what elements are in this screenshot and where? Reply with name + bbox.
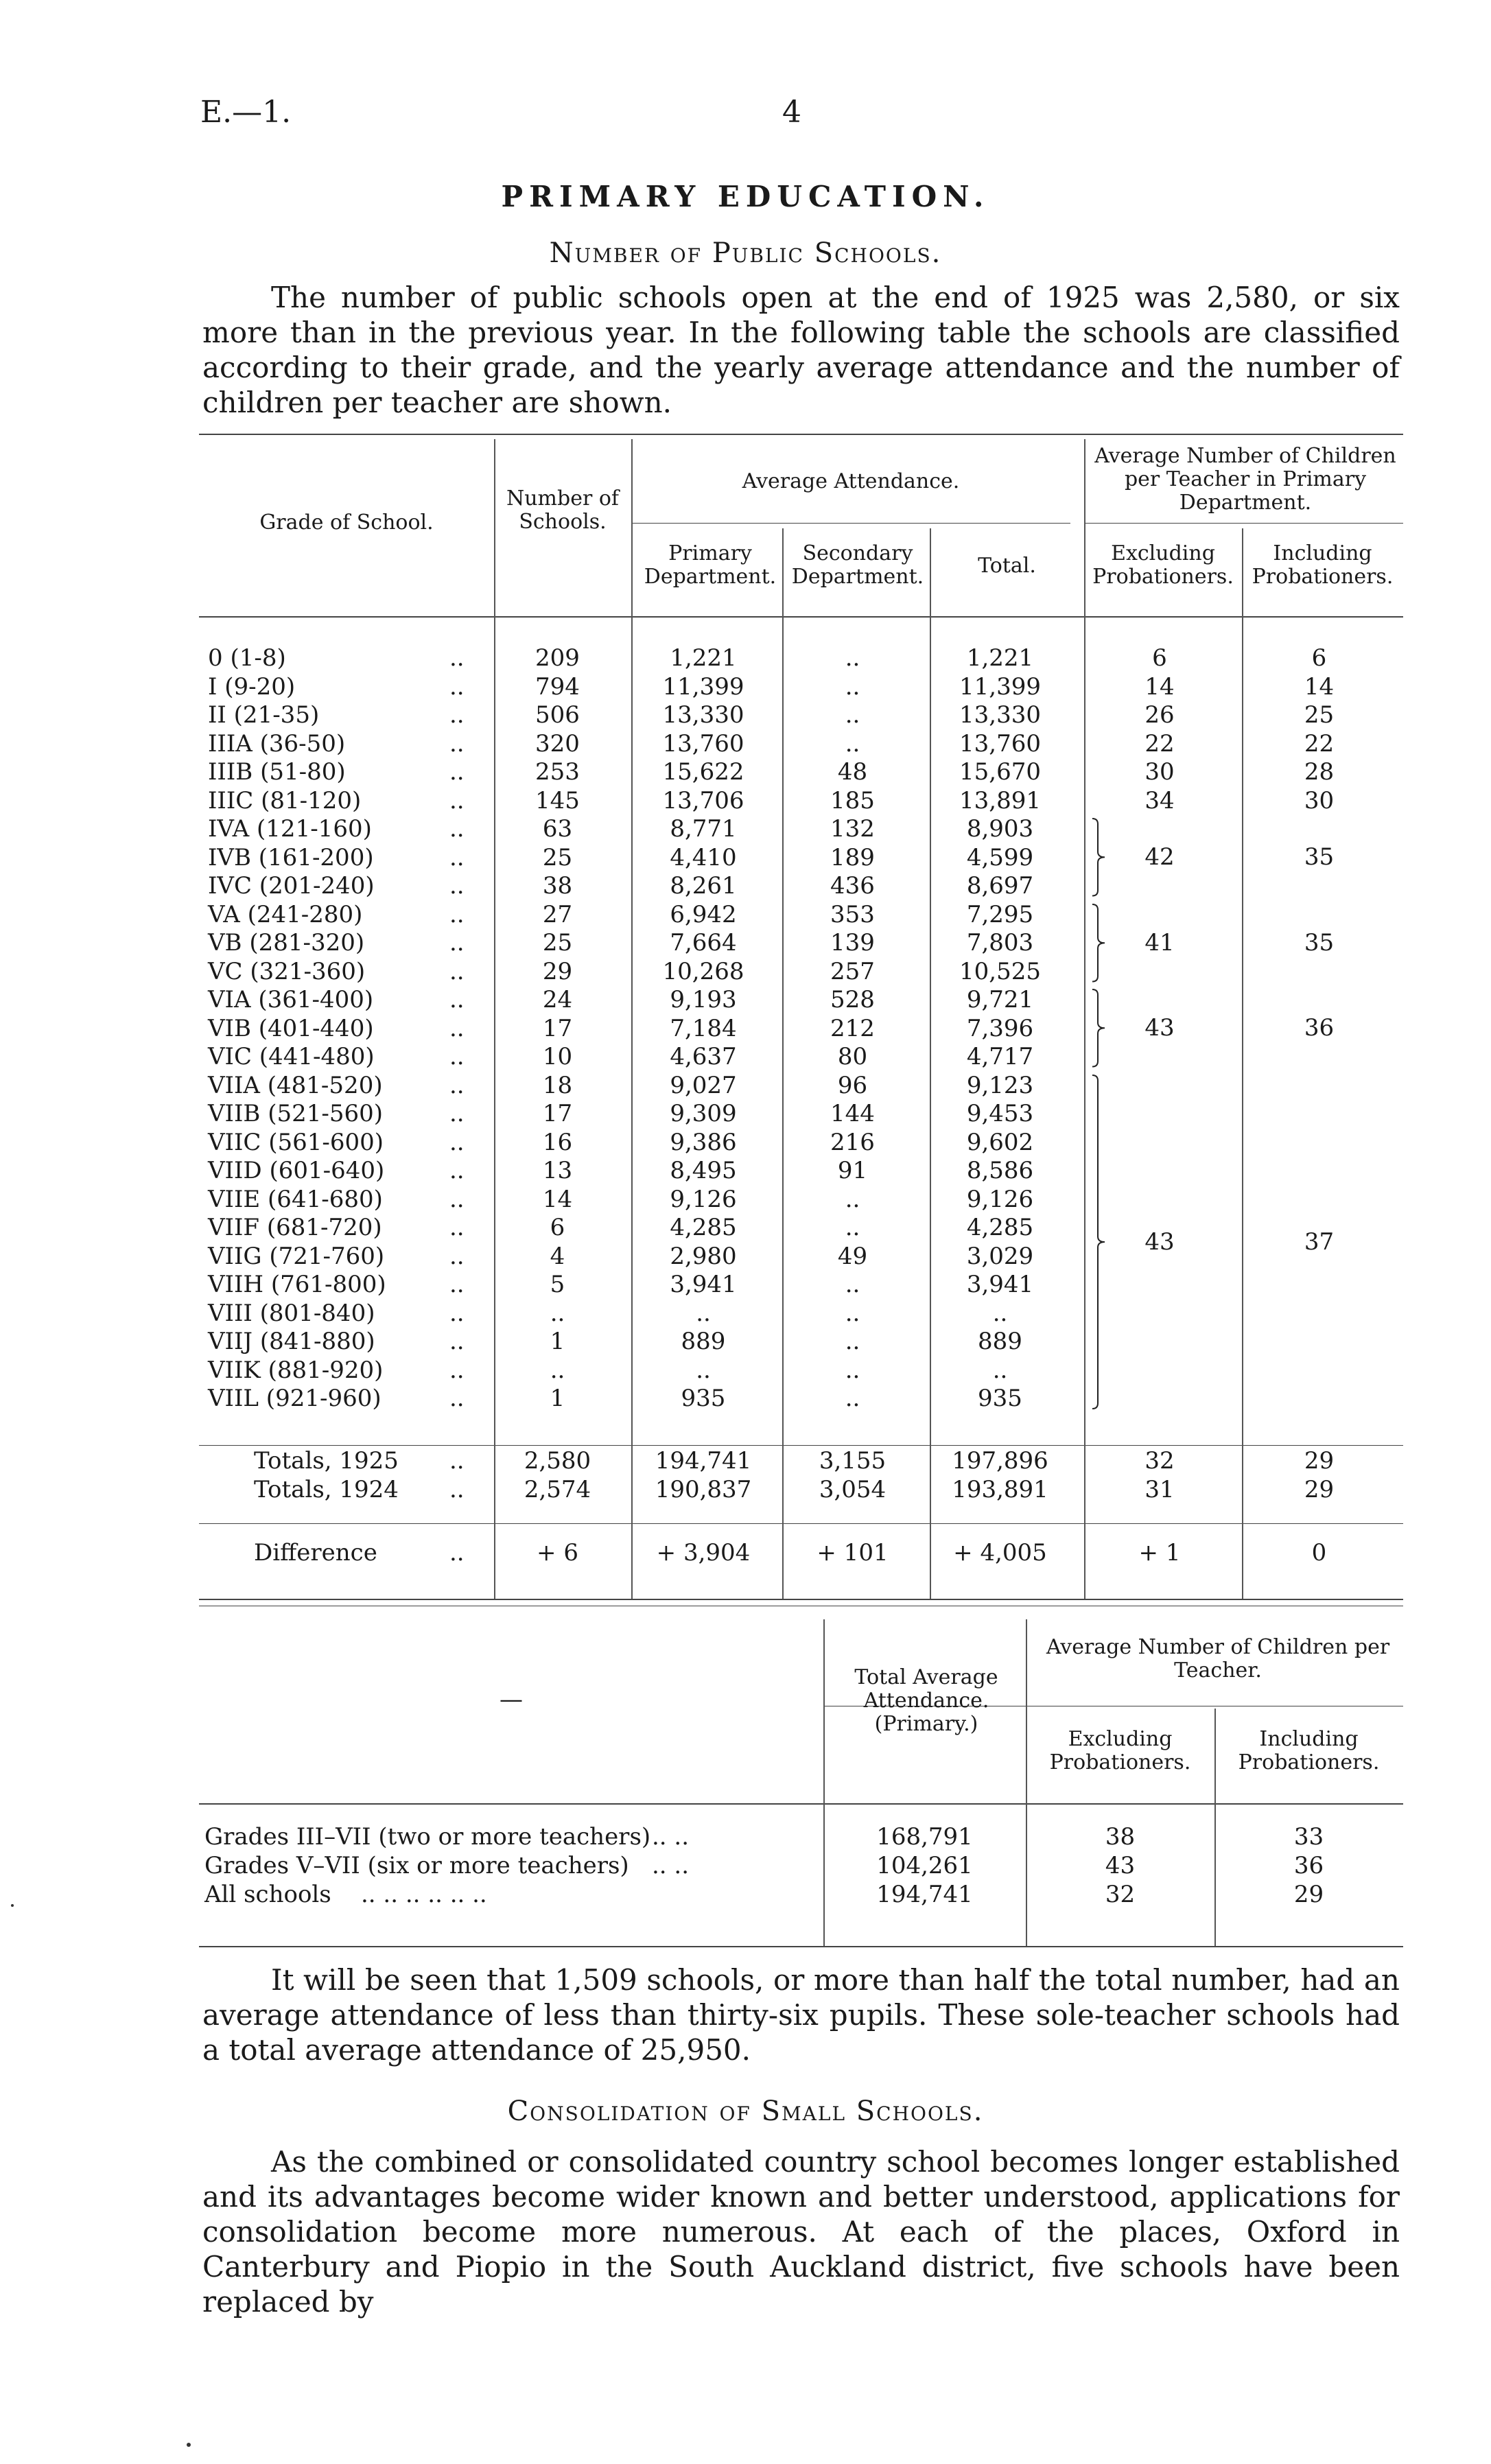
grouping-brace bbox=[1090, 988, 1117, 1068]
totals-1925-primary: 194,741 bbox=[655, 1447, 752, 1475]
excluding-cell: 26 bbox=[1144, 701, 1175, 729]
totals-1924-label: Totals, 1924 bbox=[254, 1476, 399, 1503]
secondary-cell: 49 bbox=[837, 1243, 868, 1270]
secondary-cell: 139 bbox=[830, 929, 875, 957]
grade-label: VIIG (721-760) bbox=[208, 1243, 385, 1270]
leader-dots: .. bbox=[449, 1015, 465, 1042]
schools-cell: 253 bbox=[535, 758, 580, 786]
primary-cell: 9,386 bbox=[670, 1129, 737, 1156]
secondary-cell: 185 bbox=[830, 787, 875, 814]
primary-cell: 4,410 bbox=[670, 844, 737, 871]
secondary-cell: 216 bbox=[830, 1129, 875, 1156]
schools-cell: 25 bbox=[542, 929, 573, 957]
grade-label: VIIB (521-560) bbox=[208, 1100, 384, 1127]
grade-label: VIIH (761-800) bbox=[208, 1271, 386, 1298]
schools-cell: 10 bbox=[542, 1043, 573, 1070]
total-cell: 15,670 bbox=[959, 758, 1041, 786]
totals-1924-secondary: 3,054 bbox=[819, 1476, 887, 1503]
primary-cell: 15,622 bbox=[662, 758, 744, 786]
primary-cell: 9,309 bbox=[670, 1100, 737, 1127]
secondary-cell: 132 bbox=[830, 815, 875, 843]
difference-secondary: + 101 bbox=[817, 1539, 889, 1567]
leader-dots: .. bbox=[449, 1243, 465, 1270]
margin-mark bbox=[11, 1904, 14, 1907]
schools-cell: .. bbox=[550, 1357, 565, 1384]
difference-total: + 4,005 bbox=[953, 1539, 1047, 1567]
header-bottom-rule bbox=[199, 616, 1403, 618]
grade-label: IIIB (51-80) bbox=[208, 758, 346, 786]
summary-row-label: All schools bbox=[204, 1881, 331, 1908]
secondary-cell: 257 bbox=[830, 958, 875, 985]
grouping-brace bbox=[1090, 817, 1117, 897]
grade-label: IVA (121-160) bbox=[208, 815, 372, 843]
grade-label: VIB (401-440) bbox=[208, 1015, 374, 1042]
header-excluding-probationers: Excluding Probationers. bbox=[1092, 541, 1234, 589]
schools-cell: 145 bbox=[535, 787, 580, 814]
difference-primary: + 3,904 bbox=[656, 1539, 751, 1567]
secondary-cell: 528 bbox=[830, 986, 875, 1013]
summary-header-excluding: Excluding Probationers. bbox=[1049, 1727, 1191, 1774]
primary-cell: 935 bbox=[681, 1385, 726, 1412]
including-cell: 6 bbox=[1311, 644, 1327, 672]
secondary-cell: .. bbox=[845, 644, 860, 672]
excluding-cell: 14 bbox=[1144, 673, 1175, 701]
total-cell: 13,891 bbox=[959, 787, 1041, 814]
including-cell: 35 bbox=[1304, 843, 1335, 871]
leader-dots: .. bbox=[449, 1214, 465, 1241]
secondary-cell: 144 bbox=[830, 1100, 875, 1127]
primary-cell: 7,184 bbox=[670, 1015, 737, 1042]
secondary-cell: .. bbox=[845, 1300, 860, 1327]
total-cell: 7,396 bbox=[966, 1015, 1034, 1042]
summary-table bbox=[199, 1606, 1403, 1962]
totals-1924-primary: 190,837 bbox=[655, 1476, 752, 1503]
schools-by-grade-table bbox=[199, 432, 1403, 1599]
totals-1924-dots: .. bbox=[449, 1476, 465, 1503]
total-cell: .. bbox=[992, 1300, 1008, 1327]
including-cell: 30 bbox=[1304, 787, 1335, 814]
header-per-teacher: Average Number of Children per Teacher in Primary Department. bbox=[1094, 444, 1396, 515]
total-cell: 10,525 bbox=[959, 958, 1041, 985]
summary-row-excluding: 32 bbox=[1105, 1881, 1136, 1908]
schools-cell: 29 bbox=[542, 958, 573, 985]
primary-cell: 7,664 bbox=[670, 929, 737, 957]
leader-dots: .. bbox=[449, 929, 465, 957]
leader-dots: .. bbox=[449, 986, 465, 1013]
primary-cell: 889 bbox=[681, 1328, 726, 1355]
leader-dots: .. bbox=[449, 1385, 465, 1412]
header-including-probationers: Including Probationers. bbox=[1252, 541, 1394, 589]
total-cell: 4,717 bbox=[966, 1043, 1034, 1070]
including-cell: 22 bbox=[1304, 730, 1335, 758]
table-bottom-rule bbox=[199, 1599, 1403, 1600]
difference-rule bbox=[199, 1523, 1403, 1524]
summary-header-rule bbox=[199, 1803, 1403, 1805]
header-total: Total. bbox=[978, 554, 1036, 578]
margin-mark bbox=[187, 2443, 191, 2447]
grouping-brace bbox=[1090, 1074, 1117, 1410]
difference-including: 0 bbox=[1311, 1539, 1327, 1567]
excluding-cell: 34 bbox=[1144, 787, 1175, 814]
schools-cell: 17 bbox=[542, 1015, 573, 1042]
grade-label: VB (281-320) bbox=[208, 929, 365, 957]
secondary-cell: 96 bbox=[837, 1072, 868, 1099]
primary-cell: 1,221 bbox=[670, 644, 737, 672]
difference-label: Difference bbox=[254, 1539, 377, 1567]
primary-cell: 11,399 bbox=[662, 673, 744, 701]
primary-cell: 13,330 bbox=[662, 701, 744, 729]
schools-cell: 6 bbox=[550, 1214, 565, 1241]
secondary-cell: .. bbox=[845, 673, 860, 701]
total-cell: 1,221 bbox=[966, 644, 1034, 672]
primary-cell: 4,285 bbox=[670, 1214, 737, 1241]
total-cell: 7,803 bbox=[966, 929, 1034, 957]
primary-cell: 2,980 bbox=[670, 1243, 737, 1270]
leader-dots: .. bbox=[449, 1129, 465, 1156]
totals-1925-dots: .. bbox=[449, 1447, 465, 1475]
total-cell: 8,697 bbox=[966, 872, 1034, 900]
grade-label: IIIA (36-50) bbox=[208, 730, 346, 758]
grade-label: VIC (441-480) bbox=[208, 1043, 375, 1070]
total-cell: 935 bbox=[978, 1385, 1022, 1412]
primary-cell: 8,495 bbox=[670, 1157, 737, 1184]
grade-label: VA (241-280) bbox=[208, 901, 363, 928]
leader-dots: .. bbox=[449, 958, 465, 985]
including-cell: 25 bbox=[1304, 701, 1335, 729]
leader-dots: .. bbox=[449, 1357, 465, 1384]
summary-row-attendance: 168,791 bbox=[876, 1823, 973, 1851]
per-teacher-sub-rule bbox=[1084, 523, 1403, 524]
grouping-brace bbox=[1090, 903, 1117, 983]
grade-label: IVC (201-240) bbox=[208, 872, 375, 900]
leader-dots: .. bbox=[449, 815, 465, 843]
primary-cell: 9,027 bbox=[670, 1072, 737, 1099]
summary-header-including: Including Probationers. bbox=[1238, 1727, 1380, 1774]
primary-cell: 13,706 bbox=[662, 787, 744, 814]
leader-dots: .. bbox=[449, 1100, 465, 1127]
excluding-cell: 30 bbox=[1144, 758, 1175, 786]
total-cell: 7,295 bbox=[966, 901, 1034, 928]
leader-dots: .. bbox=[449, 1043, 465, 1070]
summary-row-including: 36 bbox=[1293, 1852, 1324, 1879]
leader-dots: .. bbox=[449, 701, 465, 729]
grade-label: VIID (601-640) bbox=[208, 1157, 385, 1184]
totals-1924-excluding: 31 bbox=[1144, 1476, 1175, 1503]
totals-1925-label: Totals, 1925 bbox=[254, 1447, 399, 1475]
schools-cell: 16 bbox=[542, 1129, 573, 1156]
schools-cell: 18 bbox=[542, 1072, 573, 1099]
primary-cell: 9,193 bbox=[670, 986, 737, 1013]
leader-dots: .. bbox=[449, 901, 465, 928]
including-cell: 37 bbox=[1304, 1228, 1335, 1256]
totals-1925-secondary: 3,155 bbox=[819, 1447, 887, 1475]
leader-dots: .. bbox=[449, 730, 465, 758]
header-grade: Grade of School. bbox=[259, 511, 434, 535]
secondary-cell: 189 bbox=[830, 844, 875, 871]
schools-cell: 5 bbox=[550, 1271, 565, 1298]
excluding-cell: 43 bbox=[1144, 1228, 1175, 1256]
secondary-cell: 353 bbox=[830, 901, 875, 928]
document-code: E.—1. bbox=[200, 95, 292, 130]
grade-label: VIIJ (841-880) bbox=[208, 1328, 375, 1355]
secondary-cell: 91 bbox=[837, 1157, 868, 1184]
totals-1924-total: 193,891 bbox=[952, 1476, 1048, 1503]
total-cell: 13,330 bbox=[959, 701, 1041, 729]
header-secondary-department: Secondary Department. bbox=[791, 541, 924, 589]
grade-label: VIIL (921-960) bbox=[208, 1385, 381, 1412]
including-cell: 28 bbox=[1304, 758, 1335, 786]
totals-1925-excluding: 32 bbox=[1144, 1447, 1175, 1475]
totals-1925-schools: 2,580 bbox=[524, 1447, 591, 1475]
schools-cell: 13 bbox=[542, 1157, 573, 1184]
leader-dots: .. bbox=[449, 1271, 465, 1298]
leader-dots: .. bbox=[449, 1186, 465, 1213]
header-average-attendance: Average Attendance. bbox=[742, 469, 960, 493]
schools-cell: 14 bbox=[542, 1186, 573, 1213]
attendance-sub-rule bbox=[631, 523, 1070, 524]
totals-1925-total: 197,896 bbox=[952, 1447, 1048, 1475]
primary-cell: 8,771 bbox=[670, 815, 737, 843]
primary-cell: 6,942 bbox=[670, 901, 737, 928]
secondary-cell: .. bbox=[845, 1385, 860, 1412]
grade-label: I (9-20) bbox=[208, 673, 296, 701]
total-cell: 11,399 bbox=[959, 673, 1041, 701]
secondary-cell: 80 bbox=[837, 1043, 868, 1070]
primary-cell: .. bbox=[696, 1357, 711, 1384]
total-cell: 4,599 bbox=[966, 844, 1034, 871]
summary-header-per-teacher: Average Number of Children per Teacher. bbox=[1046, 1635, 1390, 1682]
leader-dots: .. bbox=[449, 844, 465, 871]
header-primary-department: Primary Department. bbox=[644, 541, 777, 589]
grade-label: II (21-35) bbox=[208, 701, 320, 729]
primary-cell: 9,126 bbox=[670, 1186, 737, 1213]
grade-label: 0 (1-8) bbox=[208, 644, 286, 672]
summary-bottom-rule bbox=[199, 1946, 1403, 1947]
excluding-cell: 22 bbox=[1144, 730, 1175, 758]
secondary-cell: 436 bbox=[830, 872, 875, 900]
schools-cell: 4 bbox=[550, 1243, 565, 1270]
summary-row-excluding: 43 bbox=[1105, 1852, 1136, 1879]
schools-cell: 38 bbox=[542, 872, 573, 900]
total-cell: 9,721 bbox=[966, 986, 1034, 1013]
grade-label: VIIC (561-600) bbox=[208, 1129, 384, 1156]
summary-row-including: 29 bbox=[1293, 1881, 1324, 1908]
secondary-cell: .. bbox=[845, 1214, 860, 1241]
primary-cell: 4,637 bbox=[670, 1043, 737, 1070]
section-heading-consolidation: Consolidation of Small Schools. bbox=[507, 2096, 984, 2127]
total-cell: 9,602 bbox=[966, 1129, 1034, 1156]
schools-cell: 27 bbox=[542, 901, 573, 928]
total-cell: 9,453 bbox=[966, 1100, 1034, 1127]
total-cell: .. bbox=[992, 1357, 1008, 1384]
page-number: 4 bbox=[782, 95, 801, 130]
summary-row-leaders: .. .. bbox=[652, 1823, 690, 1851]
header-number-of-schools: Number of Schools. bbox=[506, 486, 620, 534]
sole-teacher-paragraph: It will be seen that 1,509 schools, or more than half the total number, had an average attendance of less than thirty-six pupils. These sole-teacher schools had a total average attendance of 25,950. bbox=[202, 1963, 1400, 2067]
grade-label: VIA (361-400) bbox=[208, 986, 374, 1013]
section-heading-public-schools: Number of Public Schools. bbox=[549, 237, 942, 269]
schools-cell: 209 bbox=[535, 644, 580, 672]
summary-row-label: Grades V–VII (six or more teachers) bbox=[204, 1852, 629, 1879]
summary-header-blank: — bbox=[500, 1686, 523, 1713]
grade-label: VC (321-360) bbox=[208, 958, 366, 985]
schools-cell: .. bbox=[550, 1300, 565, 1327]
leader-dots: .. bbox=[449, 1072, 465, 1099]
consolidation-paragraph: As the combined or consolidated country school becomes longer established and its advantages become wider known and better understood, applications for consolidation become more numerous. At each of the places, Oxford in Canterbury and Piopio in the South Auckland district, five schools have been replaced by bbox=[202, 2145, 1400, 2319]
total-cell: 889 bbox=[978, 1328, 1022, 1355]
total-cell: 8,586 bbox=[966, 1157, 1034, 1184]
table-top-rule bbox=[199, 434, 1403, 435]
including-cell: 36 bbox=[1304, 1014, 1335, 1042]
schools-cell: 63 bbox=[542, 815, 573, 843]
including-cell: 14 bbox=[1304, 673, 1335, 701]
primary-cell: .. bbox=[696, 1300, 711, 1327]
summary-row-label: Grades III–VII (two or more teachers) bbox=[204, 1823, 651, 1851]
summary-row-attendance: 104,261 bbox=[876, 1852, 973, 1879]
total-cell: 3,941 bbox=[966, 1271, 1034, 1298]
secondary-cell: .. bbox=[845, 730, 860, 758]
primary-cell: 3,941 bbox=[670, 1271, 737, 1298]
difference-excluding: + 1 bbox=[1138, 1539, 1181, 1567]
grade-label: IVB (161-200) bbox=[208, 844, 374, 871]
primary-cell: 10,268 bbox=[662, 958, 744, 985]
schools-cell: 25 bbox=[542, 844, 573, 871]
intro-paragraph: The number of public schools open at the end of 1925 was 2,580, or six more than in the previous year. In the following table the schools are classified according to their grade, and the yearly average attendance and the number of children per teacher are shown. bbox=[202, 281, 1400, 419]
difference-schools: + 6 bbox=[537, 1539, 578, 1567]
summary-row-leaders: .. .. .. .. .. .. bbox=[361, 1881, 487, 1908]
leader-dots: .. bbox=[449, 872, 465, 900]
total-cell: 13,760 bbox=[959, 730, 1041, 758]
excluding-cell: 6 bbox=[1152, 644, 1167, 672]
schools-cell: 506 bbox=[535, 701, 580, 729]
schools-cell: 320 bbox=[535, 730, 580, 758]
grade-label: VIIA (481-520) bbox=[208, 1072, 383, 1099]
totals-1924-including: 29 bbox=[1304, 1476, 1335, 1503]
secondary-cell: .. bbox=[845, 1357, 860, 1384]
grade-label: IIIC (81-120) bbox=[208, 787, 362, 814]
summary-header-total-attendance: Total Average Attendance. (Primary.) bbox=[854, 1665, 998, 1736]
schools-cell: 1 bbox=[550, 1385, 565, 1412]
secondary-cell: .. bbox=[845, 1186, 860, 1213]
page-title: PRIMARY EDUCATION. bbox=[501, 180, 990, 213]
secondary-cell: 48 bbox=[837, 758, 868, 786]
grade-label: VIII (801-840) bbox=[208, 1300, 375, 1327]
primary-cell: 8,261 bbox=[670, 872, 737, 900]
total-cell: 9,126 bbox=[966, 1186, 1034, 1213]
schools-cell: 1 bbox=[550, 1328, 565, 1355]
total-cell: 3,029 bbox=[966, 1243, 1034, 1270]
secondary-cell: 212 bbox=[830, 1015, 875, 1042]
excluding-cell: 42 bbox=[1144, 843, 1175, 871]
totals-1925-including: 29 bbox=[1304, 1447, 1335, 1475]
leader-dots: .. bbox=[449, 1328, 465, 1355]
secondary-cell: .. bbox=[845, 1271, 860, 1298]
total-cell: 8,903 bbox=[966, 815, 1034, 843]
difference-dots: .. bbox=[449, 1539, 465, 1567]
grade-label: VIIK (881-920) bbox=[208, 1357, 384, 1384]
summary-row-excluding: 38 bbox=[1105, 1823, 1136, 1851]
leader-dots: .. bbox=[449, 758, 465, 786]
schools-cell: 794 bbox=[535, 673, 580, 701]
totals-1924-schools: 2,574 bbox=[524, 1476, 591, 1503]
grade-label: VIIF (681-720) bbox=[208, 1214, 382, 1241]
secondary-cell: .. bbox=[845, 701, 860, 729]
leader-dots: .. bbox=[449, 673, 465, 701]
leader-dots: .. bbox=[449, 787, 465, 814]
schools-cell: 24 bbox=[542, 986, 573, 1013]
leader-dots: .. bbox=[449, 1300, 465, 1327]
grade-label: VIIE (641-680) bbox=[208, 1186, 383, 1213]
primary-cell: 13,760 bbox=[662, 730, 744, 758]
summary-row-attendance: 194,741 bbox=[876, 1881, 973, 1908]
excluding-cell: 43 bbox=[1144, 1014, 1175, 1042]
summary-row-leaders: .. .. bbox=[652, 1852, 690, 1879]
total-cell: 9,123 bbox=[966, 1072, 1034, 1099]
excluding-cell: 41 bbox=[1144, 929, 1175, 957]
leader-dots: .. bbox=[449, 644, 465, 672]
leader-dots: .. bbox=[449, 1157, 465, 1184]
schools-cell: 17 bbox=[542, 1100, 573, 1127]
totals-rule bbox=[199, 1445, 1403, 1446]
total-cell: 4,285 bbox=[966, 1214, 1034, 1241]
including-cell: 35 bbox=[1304, 929, 1335, 957]
secondary-cell: .. bbox=[845, 1328, 860, 1355]
summary-row-including: 33 bbox=[1293, 1823, 1324, 1851]
